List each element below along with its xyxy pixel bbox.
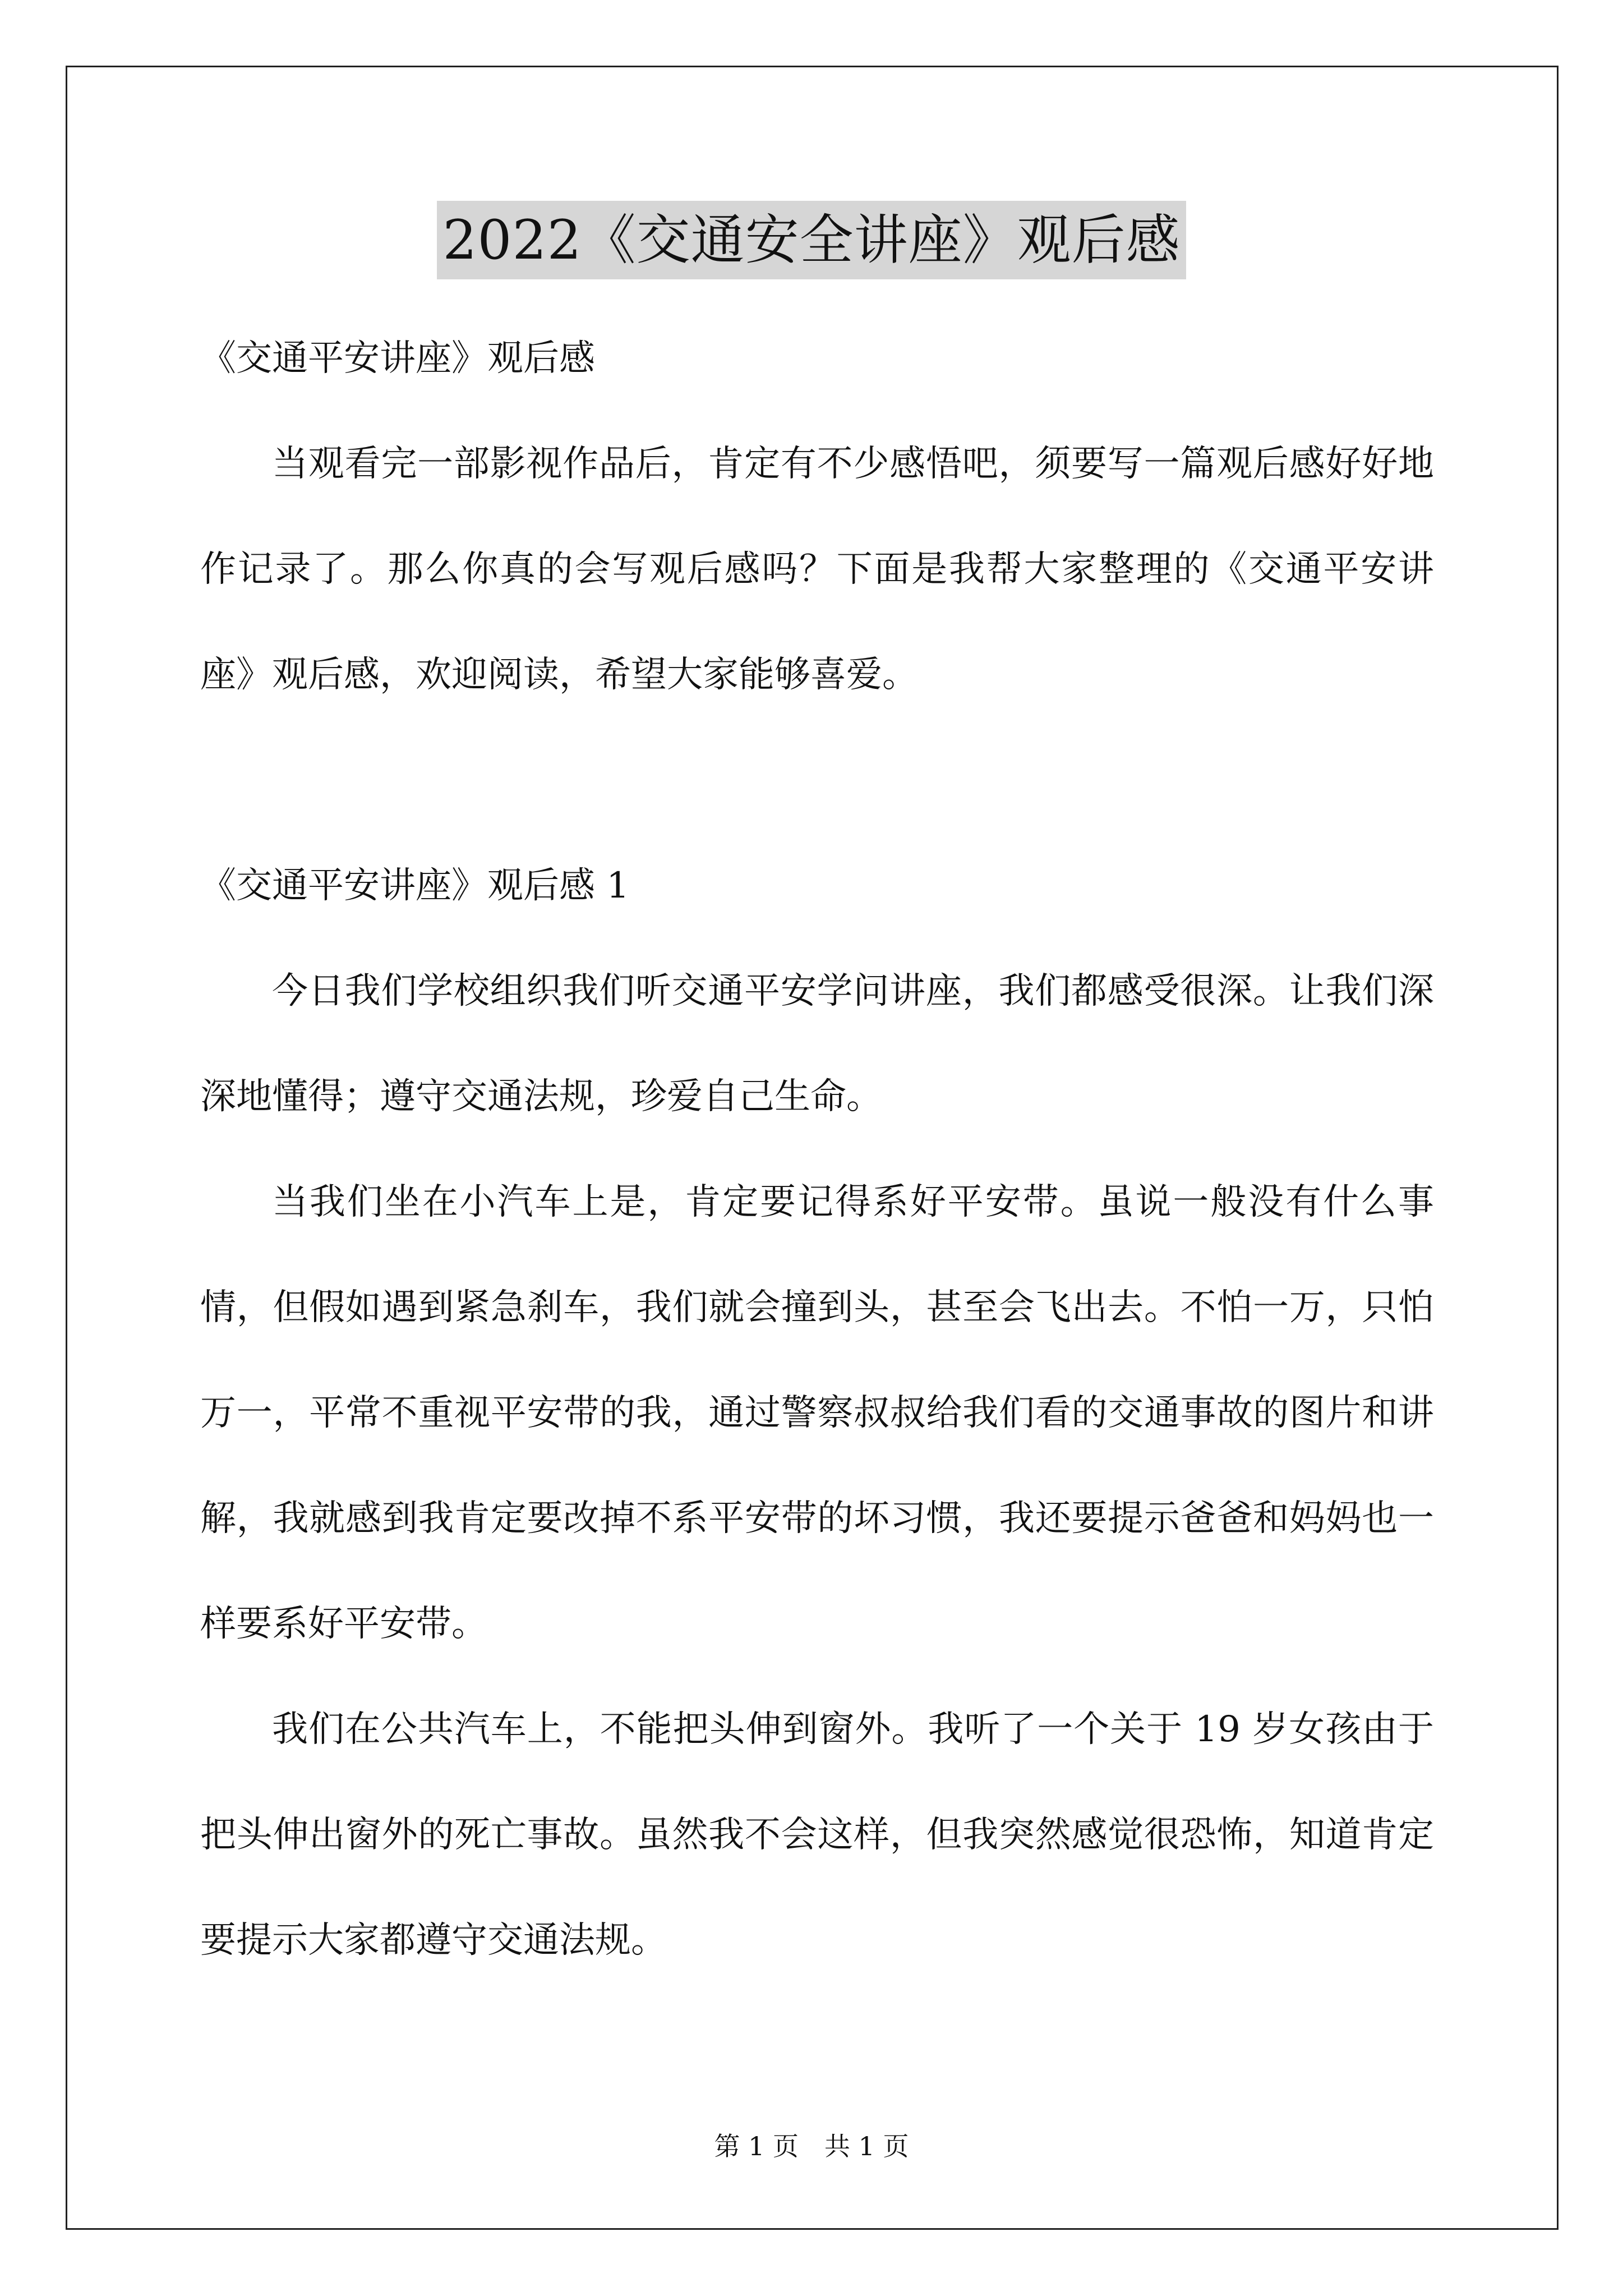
body-paragraph: 我们在公共汽车上，不能把头伸到窗外。我听了一个关于 19 岁女孩由于把头伸出窗外的死亡事故。虽然我不会这样，但我突然感觉很恐怖，知道肯定要提示大家都遵守交通法规。 <box>200 1709 1434 1961</box>
body-paragraph: 今日我们学校组织我们听交通平安学问讲座，我们都感受很深。让我们深深地懂得；遵守交通法规，珍爱自己生命。 <box>200 970 1434 1117</box>
title-wrap <box>0 201 1623 279</box>
page-footer: 第 1 页 共 1 页 <box>714 2131 909 2161</box>
section-gap <box>200 728 1434 833</box>
document-subtitle: 《交通平安讲座》观后感 <box>200 338 595 379</box>
document-title: 2022《交通安全讲座》观后感 <box>437 201 1186 279</box>
intro-paragraph: 当观看完一部影视作品后，肯定有不少感悟吧，须要写一篇观后感好好地作记录了。那么你真的会写观后感吗？下面是我帮大家整理的《交通平安讲座》观后感，欢迎阅读，希望大家能够喜爱。 <box>200 443 1434 696</box>
section-heading: 《交通平安讲座》观后感 1 <box>200 865 630 907</box>
body-paragraph: 当我们坐在小汽车上是，肯定要记得系好平安带。虽说一般没有什么事情，但假如遇到紧急刹车，我们就会撞到头，甚至会飞出去。不怕一万，只怕万一，平常不重视平安带的我，通过警察叔叔给我们看的交通事故的图片和讲解，我就感到我肯定要改掉不系平安带的坏习惯，我还要提示爸爸和妈妈也一样要系好平安带。 <box>200 1181 1434 1645</box>
document-body <box>200 306 1434 1993</box>
